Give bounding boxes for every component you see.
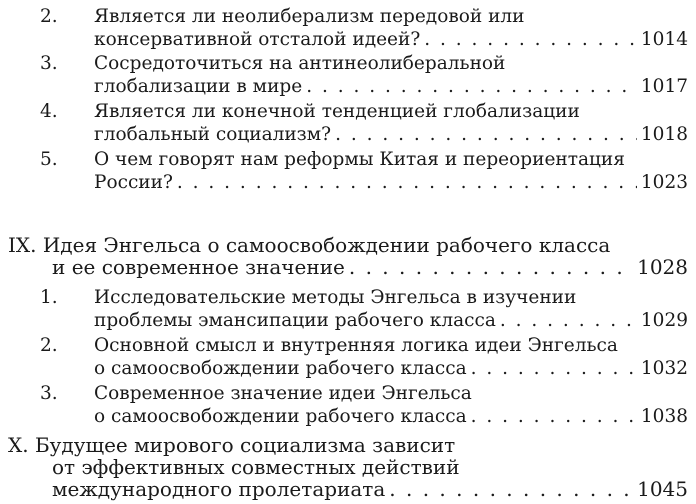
entry-title-line [94,28,688,51]
entry-title-line [94,309,688,332]
entry-title-line [94,75,688,98]
entry-title: Сосредоточиться на антинеолиберальной [94,53,506,74]
entry-title-line [94,123,688,146]
page-number: 1014 [640,29,688,50]
entry-title: глобальный социализм? [94,124,332,145]
dot-leader [349,256,633,278]
page-number: 1038 [640,406,688,427]
entry-title-line [94,5,688,28]
entry-title-line [94,405,688,428]
entry-title: России? [94,172,173,193]
section-title-line [8,234,688,256]
entry-number: 3. [40,383,58,404]
section-title: международного пролетариата [52,477,386,501]
dot-leader [500,309,637,332]
entry-title: Современное значение идеи Энгельса [94,383,472,404]
entry-title-line [94,357,688,380]
page-number: 1018 [640,124,688,145]
entry-title: Является ли неолиберализм передовой или [94,6,525,27]
entry-title: проблемы эмансипации рабочего класса [94,310,496,331]
page-number: 1028 [637,255,688,279]
entry-title-line [94,148,688,171]
entry-number: 3. [40,53,58,74]
entry-title: Основной смысл и внутренняя логика идеи Энгельса [94,335,618,356]
entry-title-line [94,286,688,309]
section-title: IX. Идея Энгельса о самоосвобождении рабочего класса [8,233,611,257]
toc-entry [40,52,688,98]
dot-leader [306,75,637,98]
page-number: 1032 [640,358,688,379]
dot-leader [389,478,633,500]
entry-number: 1. [40,287,58,308]
entry-title-line [94,382,688,405]
entry-title: О чем говорят нам реформы Китая и переориентация [94,149,625,170]
toc-entry [40,286,688,332]
entry-title: о самоосвобождении рабочего класса [94,358,467,379]
section-title: от эффективных совместных действий [52,455,460,479]
entry-title: консервативной отсталой идеей? [94,29,421,50]
dot-leader [335,123,637,146]
entry-title-line [94,171,688,194]
dot-leader [471,405,637,428]
section-title-line [8,456,688,478]
toc-entry [40,5,688,51]
section-title-line [8,478,688,500]
entry-title: Исследовательские методы Энгельса в изучении [94,287,577,308]
entry-number: 2. [40,335,58,356]
page-number: 1023 [640,172,688,193]
entry-number: 2. [40,6,58,27]
section-title: X. Будущее мирового социализма зависит [8,433,456,457]
entry-number: 4. [40,101,58,122]
page-number: 1045 [637,477,688,501]
toc-entry [40,100,688,146]
dot-leader [177,171,637,194]
entry-title: глобализации в мире [94,76,303,97]
page-number: 1029 [640,310,688,331]
toc-entry [40,148,688,194]
entry-number: 5. [40,149,58,170]
dot-leader [424,28,637,51]
section-title: и ее современное значение [52,255,345,279]
dot-leader [471,357,637,380]
section-title-line [8,434,688,456]
toc-section-x [8,434,688,502]
toc-entry [40,334,688,380]
entry-title: о самоосвобождении рабочего класса [94,406,467,427]
entry-title-line [94,52,688,75]
toc-section-ix [8,234,688,282]
section-title-line [8,256,688,278]
entry-title: Является ли конечной тенденцией глобализации [94,101,580,122]
entry-title-line [94,100,688,123]
entry-title-line [94,334,688,357]
toc-entry [40,382,688,428]
page-number: 1017 [640,76,688,97]
